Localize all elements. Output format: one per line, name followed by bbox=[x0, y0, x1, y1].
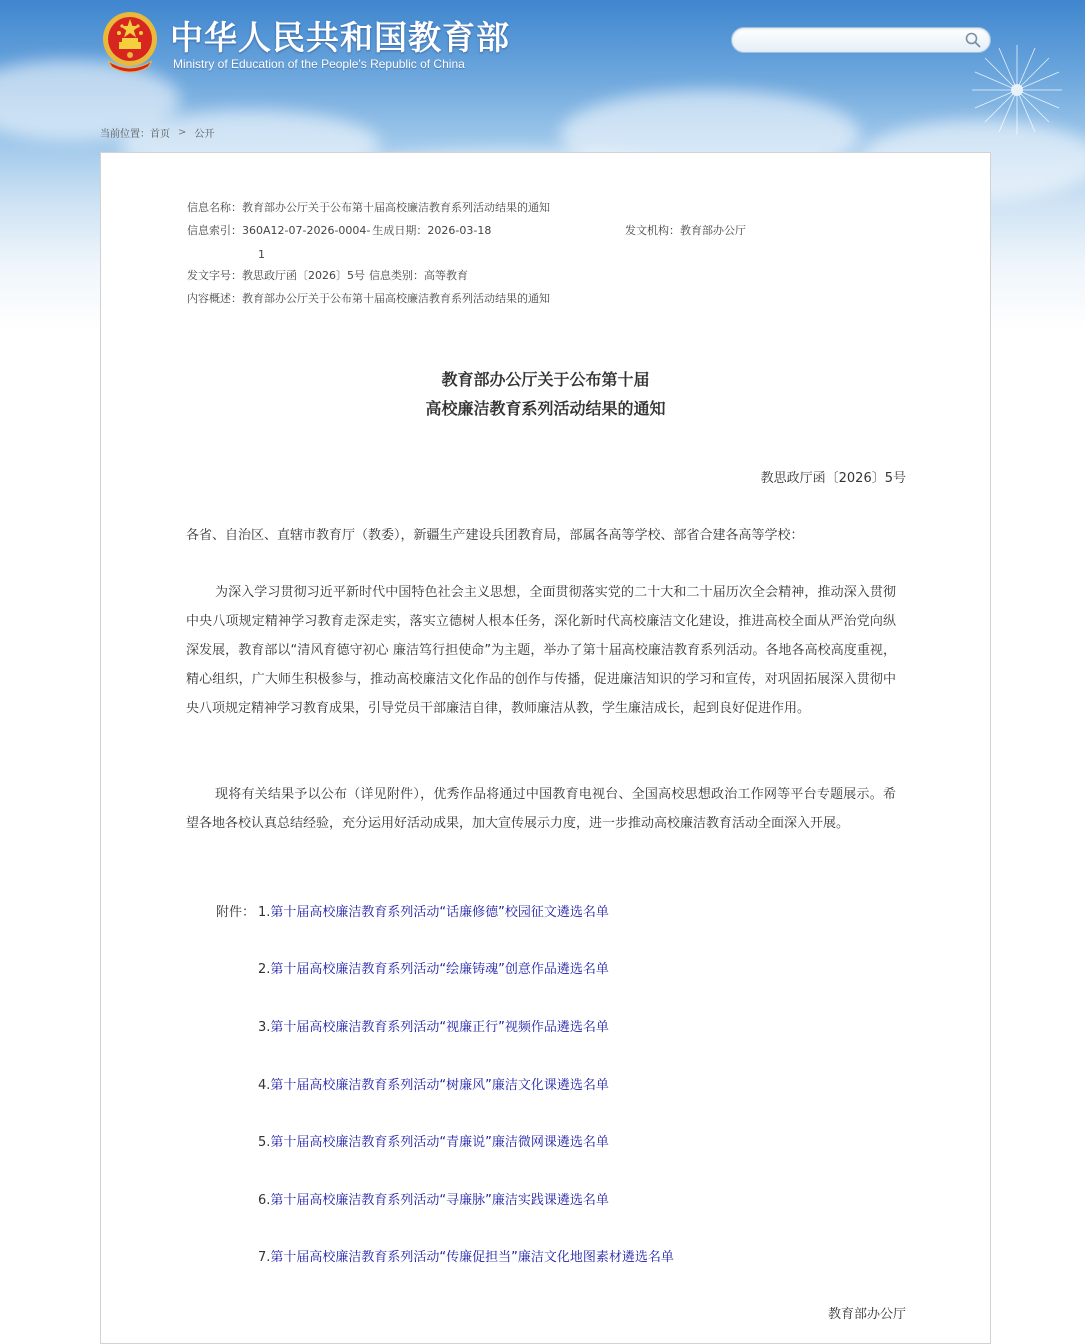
attachment-link[interactable]: 第十届高校廉洁教育系列活动“视廉正行”视频作品遴选名单 bbox=[270, 1020, 609, 1035]
breadcrumb bbox=[100, 125, 214, 140]
meta-label: 内容概述： bbox=[187, 292, 242, 305]
meta-label: 生成日期： bbox=[372, 224, 428, 237]
meta-label: 信息名称： bbox=[187, 201, 242, 214]
meta-issuer-row bbox=[625, 224, 746, 238]
breadcrumb-home[interactable]: 首页 bbox=[150, 129, 170, 140]
meta-value: 教育部办公厅关于公布第十届高校廉洁教育系列活动结果的通知 bbox=[242, 201, 550, 214]
search-input[interactable] bbox=[744, 31, 958, 51]
search-icon[interactable] bbox=[964, 31, 982, 49]
document-signer: 教育部办公厅 bbox=[827, 1307, 906, 1322]
meta-value: 高等教育 bbox=[424, 269, 468, 282]
meta-index-continuation: 1 bbox=[258, 248, 265, 261]
attachment-item bbox=[258, 1189, 609, 1208]
meta-value: 教育部办公厅 bbox=[680, 224, 746, 237]
attachment-item bbox=[258, 1074, 609, 1093]
attachment-number: 2. bbox=[258, 962, 271, 977]
attachment-number: 6. bbox=[258, 1193, 271, 1208]
chevron-right-icon: > bbox=[178, 127, 187, 138]
meta-label: 信息索引： bbox=[187, 224, 242, 237]
attachment-link[interactable]: 第十届高校廉洁教育系列活动“话廉修德”校园征文遴选名单 bbox=[270, 905, 609, 920]
attachments-label: 附件： bbox=[216, 905, 256, 920]
attachment-link[interactable]: 第十届高校廉洁教育系列活动“树廉风”廉洁文化课遴选名单 bbox=[270, 1078, 609, 1093]
attachment-item bbox=[258, 958, 609, 977]
attachment-item bbox=[258, 1016, 609, 1035]
dandelion-icon bbox=[967, 40, 1067, 140]
attachment-item bbox=[258, 1246, 674, 1265]
attachment-number: 4. bbox=[258, 1078, 271, 1093]
body-paragraph-1: 为深入学习贯彻习近平新时代中国特色社会主义思想，全面贯彻落实党的二十大和二十届历次全会精神，推动深入贯彻中央八项规定精神学习教育走深走实，落实立德树人根本任务，深化新时代高校廉洁文化建设，推进高校全面从严治党向纵深发展，教育部以“清风育德守初心 廉洁笃行担使命”为主题，举办了第十届高校廉洁教育系列活动。各地各高校高度重视，精心组织，广大师生积极参与，推动高校廉洁文化作品的创作与传播，促进廉洁知识的学习和宣传，对巩固拓展深入贯彻中央八项规定精神学习教育成果，引导党员干部廉洁自律，教师廉洁从教，学生廉洁成长，起到良好促进作用。 bbox=[186, 585, 896, 716]
breadcrumb-public[interactable]: 公开 bbox=[194, 129, 215, 140]
meta-value: 360A12-07-2026-0004- bbox=[242, 224, 371, 237]
document-number: 教思政厅函〔2026〕5号 bbox=[760, 471, 906, 486]
attachment-number: 3. bbox=[258, 1020, 271, 1035]
meta-summary-row bbox=[187, 292, 550, 306]
meta-value: 2026-03-18 bbox=[427, 224, 492, 237]
national-emblem-icon bbox=[100, 9, 160, 73]
attachment-link[interactable]: 第十届高校廉洁教育系列活动“寻廉脉”廉洁实践课遴选名单 bbox=[270, 1193, 609, 1208]
meta-value: 教思政厅函〔2026〕5号 bbox=[242, 269, 365, 282]
attachment-link[interactable]: 第十届高校廉洁教育系列活动“青廉说”廉洁微网课遴选名单 bbox=[270, 1135, 609, 1150]
body-paragraph-2: 现将有关结果予以公布（详见附件），优秀作品将通过中国教育电视台、全国高校思想政治工作网等平台专题展示。希望各地各校认真总结经验，充分运用好活动成果，加大宣传展示力度，进一步推动高校廉洁教育活动全面深入开展。 bbox=[186, 787, 896, 831]
addressee: 各省、自治区、直辖市教育厅（教委），新疆生产建设兵团教育局，部属各高等学校、部省合建各高等学校： bbox=[186, 528, 804, 543]
attachment-item bbox=[258, 1131, 609, 1150]
document-title-line2: 高校廉洁教育系列活动结果的通知 bbox=[425, 399, 666, 418]
content-panel bbox=[100, 152, 991, 1344]
attachment-number: 5. bbox=[258, 1135, 271, 1150]
meta-value: 教育部办公厅关于公布第十届高校廉洁教育系列活动结果的通知 bbox=[242, 292, 550, 305]
meta-index-row bbox=[187, 224, 491, 238]
meta-label: 发文机构： bbox=[625, 224, 680, 237]
attachment-item bbox=[258, 901, 609, 920]
site-title[interactable]: 中华人民共和国教育部 bbox=[170, 18, 510, 57]
search-box[interactable] bbox=[731, 27, 991, 53]
meta-docno-row bbox=[187, 269, 468, 283]
meta-label: 信息类别： bbox=[369, 269, 424, 282]
site-subtitle: Ministry of Education of the People's Republic of China bbox=[173, 57, 465, 71]
meta-name-row bbox=[187, 201, 550, 215]
attachment-link[interactable]: 第十届高校廉洁教育系列活动“绘廉铸魂”创意作品遴选名单 bbox=[270, 962, 609, 977]
document-title-line1: 教育部办公厅关于公布第十届 bbox=[441, 370, 650, 389]
attachment-link[interactable]: 第十届高校廉洁教育系列活动“传廉促担当”廉洁文化地图素材遴选名单 bbox=[270, 1250, 674, 1265]
meta-label: 发文字号： bbox=[187, 269, 242, 282]
breadcrumb-prefix: 当前位置： bbox=[100, 129, 150, 140]
attachment-number: 7. bbox=[258, 1250, 271, 1265]
attachment-number: 1. bbox=[258, 905, 271, 920]
